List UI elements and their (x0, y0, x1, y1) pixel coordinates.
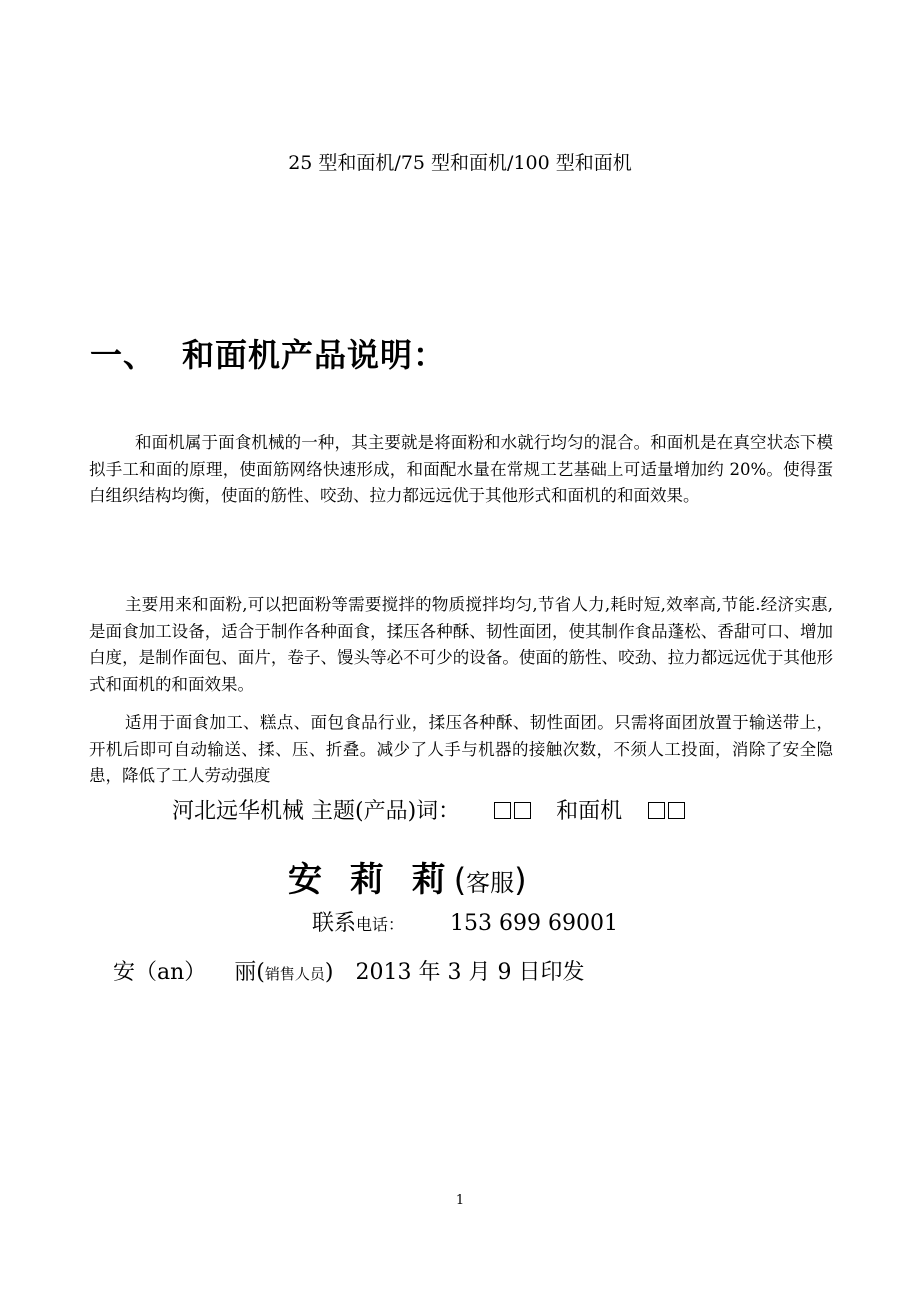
placeholder-box-icon (648, 802, 665, 819)
contact-person (288, 852, 527, 901)
subject-keywords-line (172, 794, 688, 825)
placeholder-box-icon (514, 802, 531, 819)
issuer-name: 安（an） (113, 960, 207, 985)
paragraph-usage: 主要用来和面粉,可以把面粉等需要搅拌的物质搅拌均匀,节省人力,耗时短,效率高,节能.经济实惠,是面食加工设备，适合于制作各种面食，揉压各种酥、韧性面团，使其制作食品蓬松、香甜可口、增加白度，是制作面包、面片，卷子、馒头等必不可少的设备。使面的筋性、咬劲、拉力都远远优于其他形式和面机的和面效果。 (89, 595, 833, 694)
phone-label: 联系 (312, 911, 357, 936)
section-heading-text: 和面机产品说明： (182, 336, 447, 374)
contact-paren-open: ( (453, 861, 467, 899)
paragraph-intro: 和面机属于面食机械的一种，其主要就是将面粉和水就行均匀的混合。和面机是在真空状态下模拟手工和面的原理，使面筋网络快速形成，和面配水量在常规工艺基础上可适量增加约 20%。使得蛋白组织结构均衡，使面的筋性、咬劲、拉力都远远优于其他形式和面机的和面效果。 (89, 433, 833, 505)
page-number: 1 (455, 1193, 465, 1208)
phone-label-small: 电话： (356, 915, 405, 934)
paragraph-application: 适用于面食加工、糕点、面包食品行业，揉压各种酥、韧性面团。只需将面团放置于输送带上，开机后即可自动输送、揉、压、折叠。减少了人手与机器的接触次数，不须人工投面，消除了安全隐患，降低了工人劳动强度 (89, 713, 833, 785)
issuer-role: 销售人员 (264, 965, 325, 983)
contact-paren-close: ) (514, 861, 527, 899)
issuer-close: ) (324, 960, 334, 985)
document-title: 25 型和面机/75 型和面机/100 型和面机 (288, 152, 632, 174)
contact-role: 客服 (466, 869, 515, 897)
placeholder-box-icon (494, 802, 511, 819)
phone-line (312, 906, 618, 937)
section-heading (90, 330, 446, 376)
phone-number: 153 699 69001 (450, 911, 618, 936)
issue-line (113, 955, 584, 986)
subject-keyword: 和面机 (556, 799, 623, 824)
subject-prefix: 河北远华机械 主题(产品)词： (172, 799, 461, 824)
placeholder-box-icon (668, 802, 685, 819)
section-number: 一、 (90, 336, 157, 374)
issuer-name-2: 丽( (234, 960, 265, 985)
contact-name: 安 莉 莉 (288, 860, 454, 900)
issue-date: 2013 年 3 月 9 日印发 (355, 960, 585, 985)
